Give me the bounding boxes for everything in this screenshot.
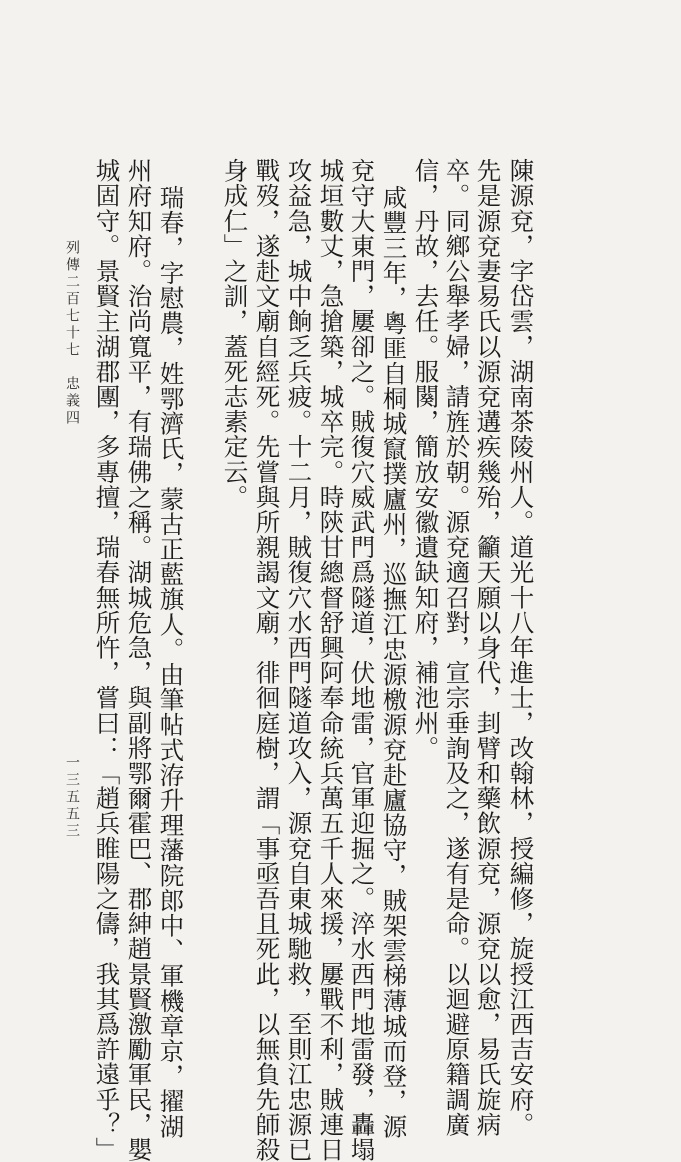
text-column: 先是源兗妻易氏以源兗遘疾幾殆，籲天願以身代，刲臂和藥飲源兗，源兗以愈，易氏旋病 [473,158,503,1137]
text-column: 咸豐三年，粵匪自桐城竄撲廬州，巡撫江忠源檄源兗赴廬協守，賊架雲梯薄城而登，源 [379,185,409,1139]
text-column: 城固守。景賢主湖郡團，多專擅，瑞春無所忤，嘗曰：「趙兵睢陽之儔，我其爲許遠乎？」 [92,158,122,1162]
text-column: 戰歿，遂赴文廟自經死。先嘗與所親謁文廟，徘徊庭樹，謂「事亟吾且死此，以無負先師殺 [252,158,282,1162]
text-column: 兗守大東門，屢卻之。賊復穴威武門爲隧道，伏地雷，官軍迎掘之。淬水西門地雷發，轟塌 [347,158,377,1162]
text-column: 身成仁」之訓，蓋死志素定云。 [220,158,250,510]
text-column: 州府知府。治尚寬平，有瑞佛之稱。湖城危急，與副將鄂爾霍巴、郡紳趙景賢激勵軍民，嬰 [124,158,154,1162]
running-header: 列傳二百七十七 忠義四 [64,240,80,427]
text-column: 陳源兗，字岱雲，湖南茶陵州人。道光十八年進士，改翰林，授編修，旋授江西吉安府。 [506,158,536,1137]
page-number: 一三五五三 [64,755,80,840]
text-column: 瑞春，字慰農，姓鄂濟氏，蒙古正藍旗人。由筆帖式洊升理藩院郎中、軍機章京，擢湖 [156,185,186,1139]
text-column: 攻益急，城中餉乏兵疲。十二月，賊復穴水西門隧道攻入，源兗自東城馳救，至則江忠源已 [284,158,314,1162]
text-column: 卒。同鄉公舉孝婦，請旌於朝。源兗適召對，宣宗垂詢及之，遂有是命。以迴避原籍調廣 [442,158,472,1137]
text-column: 信，丹故，去任。服闋，簡放安徽遺缺知府，補池州。 [411,158,441,761]
text-column: 城垣數丈，急搶築，城卒完。時陝甘總督舒興阿奉命統兵萬五千人來援，屢戰不利，賊連日 [316,158,346,1162]
